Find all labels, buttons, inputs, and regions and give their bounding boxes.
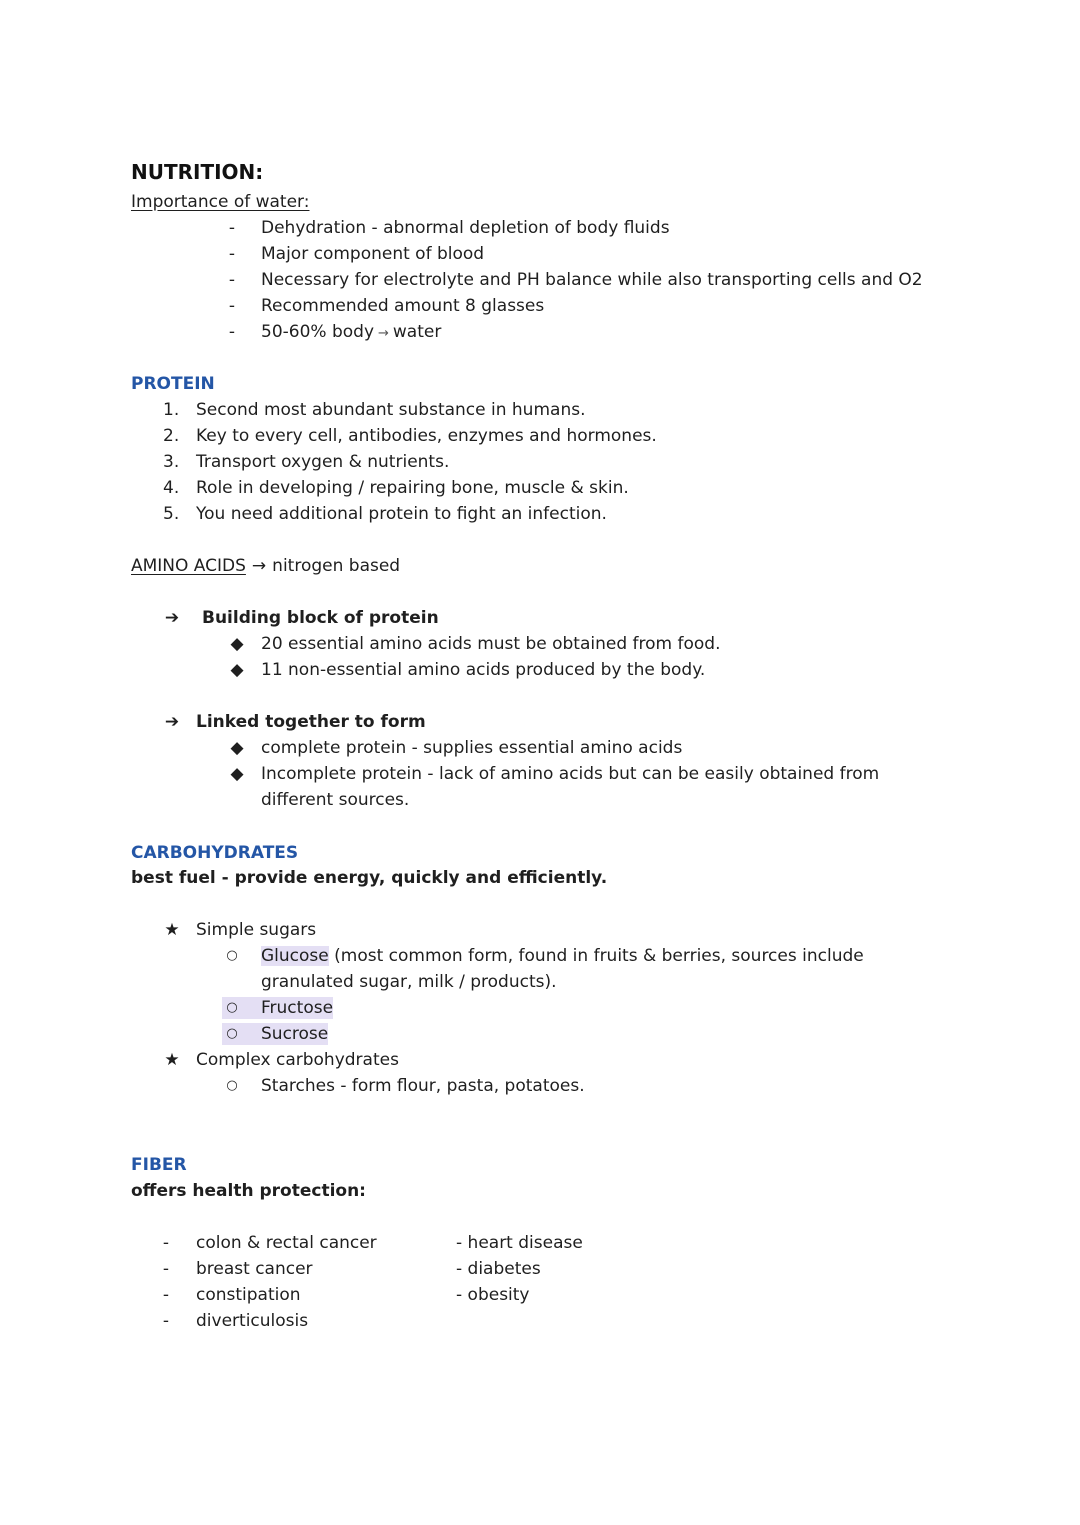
fiber-right-item: - heart disease <box>456 1233 583 1253</box>
list-number: 5. <box>163 504 180 524</box>
water-item: Recommended amount 8 glasses <box>261 296 545 316</box>
fiber-left-item: diverticulosis <box>196 1311 309 1331</box>
dash-bullet: - <box>228 218 236 238</box>
dash-bullet: - <box>162 1233 170 1253</box>
sucrose-item: Sucrose <box>242 1023 328 1045</box>
fiber-left-item: colon & rectal cancer <box>196 1233 377 1253</box>
protein-item: Key to every cell, antibodies, enzymes and hormones. <box>196 426 657 446</box>
circle-bullet-icon: ○ <box>226 948 238 963</box>
amino-group-heading: Building block of protein <box>202 608 439 628</box>
simple-sugars-heading: Simple sugars <box>196 920 317 940</box>
amino-item: 11 non-essential amino acids produced by the body. <box>261 660 706 680</box>
fiber-left-item: constipation <box>196 1285 301 1305</box>
star-bullet-icon: ★ <box>164 1050 180 1070</box>
water-heading: Importance of water: <box>131 192 310 212</box>
glucose-continuation: granulated sugar, milk / products). <box>261 972 557 992</box>
water-percent-text: 50-60% body <box>261 322 374 342</box>
amino-item: complete protein - supplies essential amino acids <box>261 738 683 758</box>
arrow-bullet-icon: ➔ <box>164 712 180 732</box>
protein-heading: PROTEIN <box>131 374 215 394</box>
fiber-left-item: breast cancer <box>196 1259 313 1279</box>
glucose-item <box>261 945 864 967</box>
small-arrow-icon: → <box>378 326 389 341</box>
complex-carbs-item: Starches - form flour, pasta, potatoes. <box>261 1076 585 1096</box>
diamond-bullet-icon: ◆ <box>230 634 244 654</box>
carbs-subheading: best fuel - provide energy, quickly and efficiently. <box>131 868 608 888</box>
water-word: water <box>392 322 442 342</box>
fructose-item: Fructose <box>242 997 333 1019</box>
water-item: Necessary for electrolyte and PH balance while also transporting cells and O2 <box>261 270 923 290</box>
dash-bullet: - <box>228 322 236 342</box>
circle-bullet-icon: ○ <box>222 997 242 1019</box>
amino-item: Incomplete protein - lack of amino acids but can be easily obtained from <box>261 764 880 784</box>
dash-bullet: - <box>162 1311 170 1331</box>
amino-group-heading: Linked together to form <box>196 712 426 732</box>
water-item: Dehydration - abnormal depletion of body fluids <box>261 218 670 238</box>
protein-item: You need additional protein to fight an infection. <box>196 504 607 524</box>
glucose-rest: (most common form, found in fruits & berries, sources include <box>328 946 864 966</box>
list-number: 2. <box>163 426 180 446</box>
amino-item-continuation: different sources. <box>261 790 410 810</box>
carbs-heading: CARBOHYDRATES <box>131 843 299 863</box>
fiber-right-item: - diabetes <box>456 1259 541 1279</box>
amino-item: 20 essential amino acids must be obtained from food. <box>261 634 721 654</box>
circle-bullet-icon: ○ <box>226 1078 238 1093</box>
protein-item: Transport oxygen & nutrients. <box>196 452 450 472</box>
fiber-subheading: offers health protection: <box>131 1181 366 1201</box>
page-title: NUTRITION: <box>131 160 264 184</box>
list-number: 4. <box>163 478 180 498</box>
glucose-word: Glucose <box>261 946 329 966</box>
arrow-bullet-icon: ➔ <box>164 608 180 628</box>
complex-carbs-heading: Complex carbohydrates <box>196 1050 399 1070</box>
dash-bullet: - <box>228 296 236 316</box>
dash-bullet: - <box>162 1259 170 1279</box>
protein-item: Role in developing / repairing bone, muscle & skin. <box>196 478 629 498</box>
protein-item: Second most abundant substance in humans. <box>196 400 586 420</box>
dash-bullet: - <box>228 244 236 264</box>
water-item: Major component of blood <box>261 244 485 264</box>
amino-line <box>131 555 400 577</box>
dash-bullet: - <box>228 270 236 290</box>
arrow-icon: → <box>251 556 267 576</box>
diamond-bullet-icon: ◆ <box>230 660 244 680</box>
diamond-bullet-icon: ◆ <box>230 764 244 784</box>
diamond-bullet-icon: ◆ <box>230 738 244 758</box>
amino-suffix: nitrogen based <box>272 556 401 576</box>
amino-label: AMINO ACIDS <box>131 556 246 576</box>
water-item <box>261 321 441 345</box>
circle-bullet-icon: ○ <box>222 1023 242 1045</box>
dash-bullet: - <box>162 1285 170 1305</box>
fiber-heading: FIBER <box>131 1155 187 1175</box>
fiber-right-item: - obesity <box>456 1285 530 1305</box>
list-number: 3. <box>163 452 180 472</box>
list-number: 1. <box>163 400 180 420</box>
star-bullet-icon: ★ <box>164 920 180 940</box>
